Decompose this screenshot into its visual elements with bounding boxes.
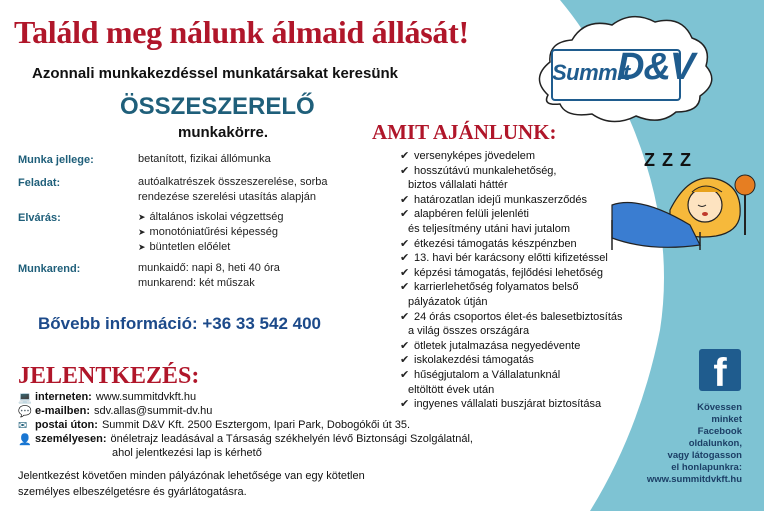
task-value-line: rendezése szerelési utasítás alapján (138, 191, 316, 203)
job-title: ÖSSZESZERELŐ (120, 93, 315, 120)
subheadline: Azonnali munkakezdéssel munkatársakat keresünk (32, 65, 398, 82)
task-value-line: autóalkatrészek összeszerelése, sorba (138, 176, 328, 188)
checkmark-icon: ✔ (400, 164, 410, 177)
offer-item (400, 353, 690, 368)
facebook-text-line: oldalunkon, (688, 438, 742, 449)
offer-text-line: ingyenes vállalati buszjárat biztosítása (414, 398, 602, 411)
task-value (138, 175, 328, 205)
contact-internet (18, 391, 196, 404)
facebook-letter: f (713, 351, 727, 395)
person-icon: 👤 (18, 434, 32, 446)
checkmark-icon: ✔ (400, 266, 410, 279)
offer-text-line: 24 órás csoportos élet-és balesetbiztosítás (414, 310, 623, 323)
contact-label: személyesen: (35, 433, 107, 445)
offer-item (400, 310, 690, 339)
schedule-value-line: munkarend: két műszak (138, 277, 255, 289)
requirements-label: Elvárás: (18, 212, 61, 224)
offer-text-line: alapbéren felüli jelenléti (414, 208, 529, 221)
offer-text (414, 251, 690, 266)
footer-line: személyes elbeszélgetésre és gyárlátogatásra. (18, 486, 247, 498)
offers-title: AMIT AJÁNLUNK: (372, 120, 557, 144)
facebook-text-line[interactable]: www.summitdvkft.hu (646, 474, 742, 485)
checkmark-icon: ✔ (400, 193, 410, 206)
offer-text-line: ötletek jutalmazása negyedévente (414, 339, 581, 352)
offer-item (400, 280, 690, 309)
footer-note (18, 468, 398, 500)
checkmark-icon: ✔ (400, 150, 410, 162)
requirements-list (138, 210, 283, 255)
speech-bubble-icon: 💬 (18, 406, 32, 418)
contact-label: interneten: (35, 391, 92, 403)
footer-line: Jelentkezést követően minden pályázónak lehetősége van egy kötetlen (18, 470, 365, 482)
offer-text-line: pályázatok útján (408, 295, 488, 308)
zzz-sleep-icon: Z Z Z (644, 150, 692, 170)
offer-text (414, 266, 690, 281)
apply-title: JELENTKEZÉS: (18, 363, 200, 389)
offer-text (414, 353, 690, 368)
offer-text-line: képzési támogatás, fejlődési lehetőség (414, 266, 603, 279)
checkmark-icon: ✔ (400, 208, 410, 221)
offer-item (400, 368, 690, 397)
offer-item (400, 251, 690, 266)
checkmark-icon: ✔ (400, 368, 410, 381)
arrow-right-icon: ➤ (138, 242, 146, 252)
logo-dv-text: D&V (617, 46, 695, 88)
logo-summit-text: Summit (552, 60, 630, 85)
offer-text-line: 13. havi bér karácsony előtti kifizetéssel (414, 252, 608, 265)
offer-text-line: és teljesítmény utáni havi jutalom (408, 222, 571, 235)
checkmark-icon: ✔ (400, 281, 410, 294)
offer-text (408, 368, 690, 397)
contact-label: e-mailben: (35, 405, 91, 417)
offer-item (400, 237, 690, 252)
facebook-text-line: vagy látogasson (667, 450, 742, 461)
offer-text-line: karrierlehetőség folyamatos belső (414, 281, 579, 294)
job-title-suffix: munkakörre. (178, 124, 269, 141)
facebook-text-line: Facebook (697, 426, 742, 437)
contact-label: postai úton: (35, 419, 98, 431)
offer-text (414, 339, 690, 354)
offer-text (408, 280, 690, 309)
offer-text-line: versenyképes jövedelem (414, 150, 536, 162)
schedule-value-line: munkaidő: napi 8, heti 40 óra (138, 262, 280, 274)
facebook-follow-text (632, 402, 742, 486)
requirement-item (138, 240, 283, 255)
offer-text-line: eltöltött évek után (408, 383, 495, 396)
offer-item (400, 207, 690, 236)
requirement-text: büntetlen előélet (149, 241, 231, 253)
offer-item (400, 266, 690, 281)
checkmark-icon: ✔ (400, 237, 410, 250)
requirement-item (138, 210, 283, 225)
offer-text (408, 310, 690, 339)
checkmark-icon: ✔ (400, 310, 410, 323)
offers-list (400, 149, 690, 412)
offer-text-line: hosszútávú munkalehetőség, (414, 164, 557, 177)
postal-address: Summit D&V Kft. 2500 Esztergom, Ipari Park, Dobogókői út 35. (101, 419, 411, 431)
offer-item (400, 339, 690, 354)
facebook-text-line: el honlapunkra: (671, 462, 742, 473)
offer-text-line: határozatlan idejű munkaszerződés (414, 193, 588, 206)
offer-text (408, 207, 690, 236)
schedule-label: Munkarend: (18, 263, 81, 275)
contact-email (18, 405, 212, 418)
contact-post (18, 419, 410, 432)
checkmark-icon: ✔ (400, 354, 410, 367)
arrow-right-icon: ➤ (138, 227, 146, 237)
requirement-item (138, 225, 283, 240)
email-link[interactable]: sdv.allas@summit-dv.hu (94, 405, 213, 417)
arrow-right-icon: ➤ (138, 212, 146, 222)
offer-text-line: a világ összes országára (408, 325, 530, 338)
offer-text-line: hűségjutalom a Vállalatunknál (414, 368, 561, 381)
page-headline: Találd meg nálunk álmaid állását! (14, 14, 469, 50)
checkmark-icon: ✔ (400, 398, 410, 411)
work-type-label: Munka jellege: (18, 154, 94, 166)
offer-text-line: biztos vállalati háttér (408, 179, 508, 192)
offer-text-line: étkezési támogatás készpénzben (414, 237, 577, 250)
facebook-icon[interactable] (699, 349, 741, 395)
offer-item (400, 193, 690, 208)
requirement-text: monotóniatűrési képesség (149, 226, 278, 238)
schedule-value (138, 261, 280, 291)
work-type-value: betanított, fizikai állómunka (138, 153, 271, 165)
in-person-text: önéletrajz leadásával a Társaság székhelyén lévő Biztonsági Szolgálatnál, (110, 433, 473, 445)
envelope-icon: ✉ (18, 420, 28, 432)
facebook-text-line: Kövessen (697, 402, 742, 413)
offer-text (414, 237, 690, 252)
requirement-text: általános iskolai végzettség (149, 211, 284, 223)
laptop-icon: 💻 (18, 392, 32, 404)
offer-text-line: iskolakezdési támogatás (414, 354, 534, 367)
checkmark-icon: ✔ (400, 339, 410, 352)
in-person-text-line2: ahol jelentkezési lap is kérhető (112, 447, 262, 459)
contact-person (18, 433, 473, 446)
facebook-text-line: minket (711, 414, 742, 425)
checkmark-icon: ✔ (400, 252, 410, 265)
more-info-phone: Bővebb információ: +36 33 542 400 (38, 314, 321, 333)
website-link[interactable]: www.summitdvkft.hu (95, 391, 197, 403)
offer-text (414, 193, 690, 208)
task-label: Feladat: (18, 177, 61, 189)
